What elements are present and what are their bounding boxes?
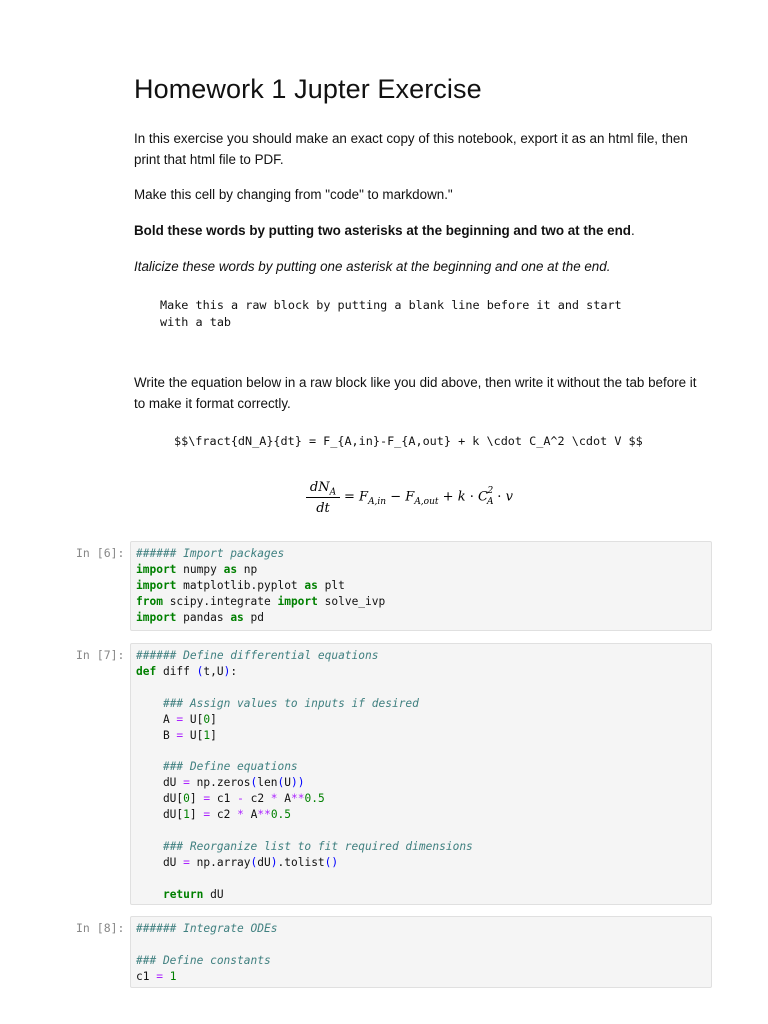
- code-text[interactable]: ###### Define differential equations def diff (t,U): ### Assign values to inputs if desired A = U[0] B = U[1] ### Define equations dU = np.zeros(len(U)) dU[0] = c1 - c2 * A**0.5 dU[1] = c2 * A**0.5 ### Reorganize list to fit required dimensions dU = np.array(dU).tolist() return dU: [136, 649, 473, 901]
- bold-text: Bold these words by putting two asterisks at the beginning and two at the end: [134, 223, 631, 238]
- notebook-title: Homework 1 Jupter Exercise: [134, 74, 482, 104]
- raw-line: with a tab: [160, 315, 232, 329]
- bold-period: .: [630, 223, 635, 238]
- equation-fraction: $dN_A$ dt: [306, 478, 340, 520]
- intro-paragraph: In this exercise you should make an exact copy of this notebook, export it as an html file, then print that html file to PDF.: [134, 131, 688, 167]
- bold-paragraph: [134, 220, 704, 241]
- equation-instruction: Write the equation below in a raw block like you did above, then write it without the tab before it to make it format correctly.: [134, 375, 697, 411]
- latex-source: $$\fract{dN_A}{dt} = F_{A,in}-F_{A,out} + k \cdot C_A^2 \cdot V $$: [174, 434, 643, 448]
- cell-prompt: In [7]:: [76, 648, 125, 662]
- raw-block: [160, 297, 622, 331]
- rendered-equation: [300, 478, 540, 522]
- code-cell-7[interactable]: [130, 643, 712, 905]
- code-cell-8[interactable]: [130, 916, 712, 988]
- code-text[interactable]: ###### Integrate ODEs ### Define constants c1 = 1: [136, 922, 278, 983]
- code-text[interactable]: ###### Import packages import numpy as np import matplotlib.pyplot as plt from scipy.integrate import solve_ivp import pandas as pd: [136, 547, 386, 624]
- cell-prompt: In [6]:: [76, 546, 125, 560]
- code-cell-6[interactable]: [130, 541, 712, 631]
- equation-rhs: = $F_{A,in} - F_{A,out} + k \cdot C_A^2 \cdot v$: [344, 486, 513, 507]
- raw-line: Make this a raw block by putting a blank line before it and start: [160, 298, 622, 312]
- italic-paragraph: Italicize these words by putting one asterisk at the beginning and one at the end.: [134, 259, 611, 274]
- cell-prompt: In [8]:: [76, 921, 125, 935]
- markdown-note: Make this cell by changing from "code" to markdown.": [134, 187, 453, 202]
